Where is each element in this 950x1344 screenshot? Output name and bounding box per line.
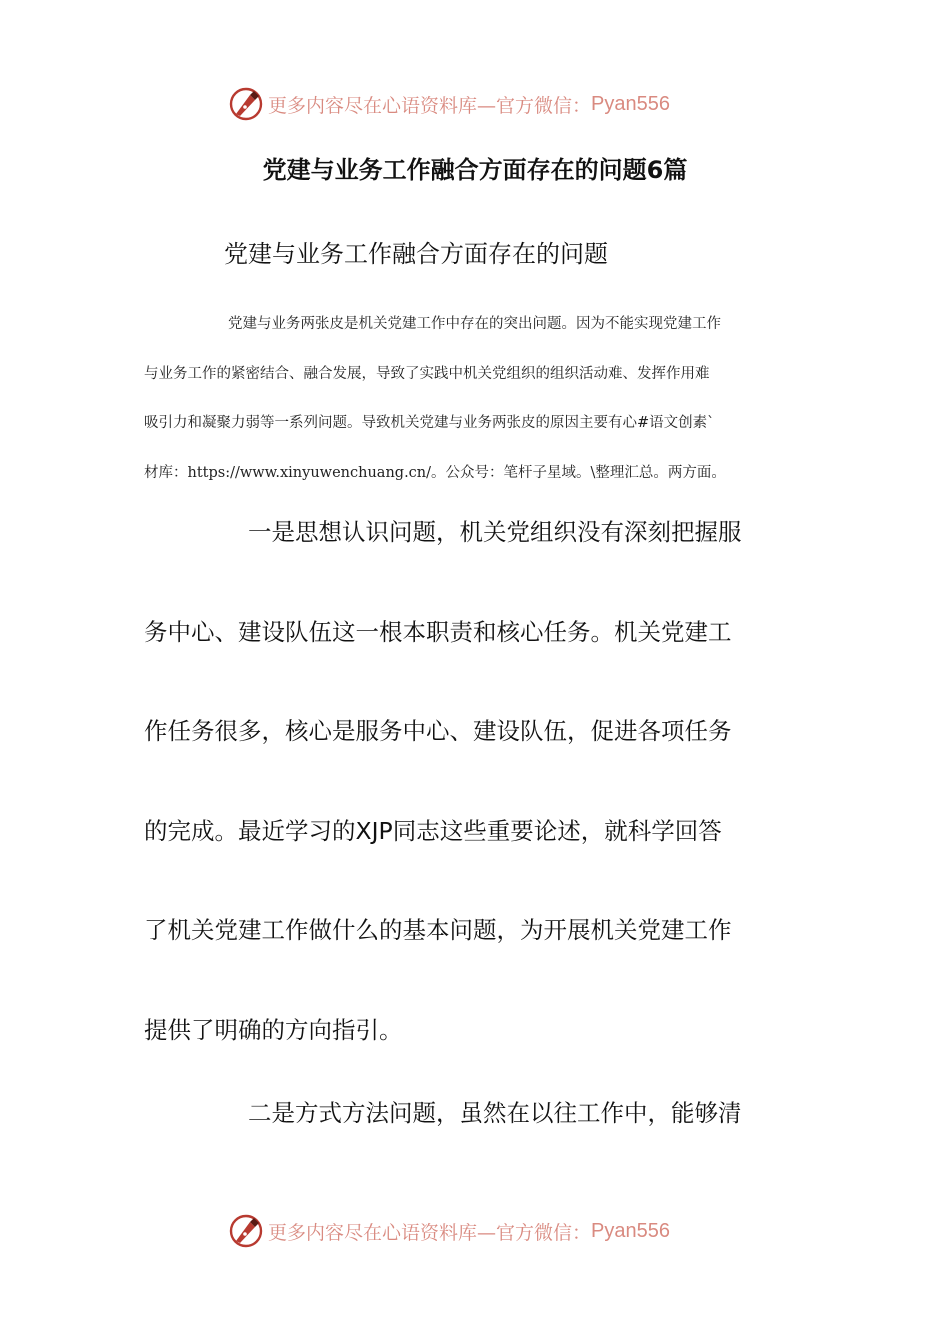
intro-line: 材库：https://www.xinyuwenchuang.cn/。公众号：笔杆子星域。\整理汇总。两方面。 (144, 464, 726, 481)
banner-wechat-handle: Pyan556 (591, 92, 670, 115)
paragraph-line: 的完成。最近学习的XJP同志这些重要论述，就科学回答 (144, 816, 722, 845)
pen-nib-logo-icon (228, 1213, 264, 1249)
intro-line: 党建与业务两张皮是机关党建工作中存在的突出问题。因为不能实现党建工作 (228, 316, 721, 332)
paragraph-two (144, 1093, 808, 1141)
intro-line: 吸引力和凝聚力弱等一系列问题。导致机关党建与业务两张皮的原因主要有心#语文创素` (144, 415, 715, 431)
banner-text: 更多内容尽在心语资料库—官方微信： (268, 94, 592, 117)
paragraph-line: 作任务很多，核心是服务中心、建设队伍，促进各项任务 (144, 717, 732, 745)
paragraph-line: 务中心、建设队伍这一根本职责和核心任务。机关党建工 (144, 617, 732, 646)
paragraph-line: 一是思想认识问题，机关党组织没有深刻把握服 (248, 518, 742, 546)
document-title: 党建与业务工作融合方面存在的问题6篇 (262, 156, 688, 184)
section-title: 党建与业务工作融合方面存在的问题 (224, 240, 608, 268)
banner-wechat-handle: Pyan556 (591, 1219, 670, 1242)
paragraph-line: 了机关党建工作做什么的基本问题，为开展机关党建工作 (144, 916, 732, 944)
paragraph-line: 提供了明确的方向指引。 (144, 1015, 403, 1044)
banner-text: 更多内容尽在心语资料库—官方微信： (268, 1221, 592, 1244)
pen-nib-logo-icon (228, 86, 264, 122)
intro-paragraph (144, 304, 806, 502)
paragraph-line: 二是方式方法问题，虽然在以往工作中，能够清 (248, 1099, 742, 1127)
intro-line: 与业务工作的紧密结合、融合发展，导致了实践中机关党组织的组织活动难、发挥作用难 (144, 365, 710, 382)
header-banner (228, 84, 728, 124)
footer-banner (228, 1211, 728, 1251)
paragraph-one (144, 512, 808, 1058)
